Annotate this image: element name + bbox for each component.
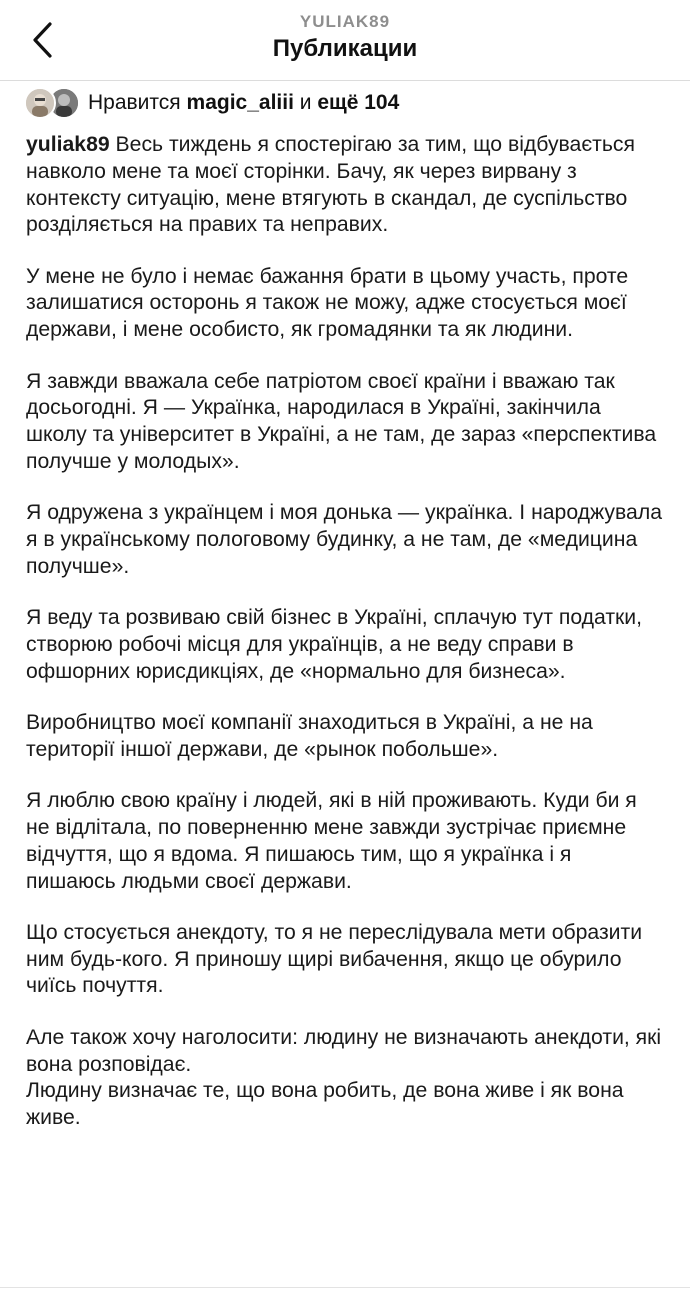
- liker-avatars[interactable]: [24, 87, 84, 119]
- post-caption: [26, 132, 666, 1132]
- avatar-photo: [26, 89, 54, 117]
- header-username[interactable]: YULIAK89: [299, 12, 391, 31]
- caption-paragraph-text: Весь тиждень я спостерігаю за тим, що відбувається навколо мене та моєї сторінки. Бачу, як через вирвану з контексту ситуацію, мене втягують в скандал, де суспільство розділяється на правих та неправих.: [26, 133, 635, 237]
- caption-paragraph: Що стосується анекдоту, то я не переслідувала мети образити ним будь-кого. Я приношу щирі вибачення, якщо це обурило чиїсь почуття.: [26, 920, 643, 998]
- caption-paragraph: Я одружена з українцем і моя донька — українка. І народжувала я в українському пологовому будинку, а не там, де «медицина получше».: [26, 501, 662, 578]
- top-nav-bar: [0, 0, 690, 81]
- likes-prefix: Нравится: [88, 91, 181, 114]
- caption-author-link[interactable]: yuliak89: [26, 133, 110, 156]
- caption-paragraph: [26, 132, 666, 239]
- likes-row[interactable]: [24, 86, 399, 120]
- likes-more-link[interactable]: ещё 104: [317, 91, 400, 114]
- likes-summary: [88, 91, 399, 115]
- avatar[interactable]: [24, 87, 56, 119]
- likes-conjunction: и: [299, 91, 312, 114]
- caption-paragraph: У мене не було і немає бажання брати в цьому участь, проте залишатися осторонь я також не можу, адже стосується моєї держави, і мене особисто, як громадянки та як людини.: [26, 264, 629, 342]
- caption-paragraph: Виробництво моєї компанії знаходиться в Україні, а не на території іншої держави, де «рынок побольше».: [26, 711, 593, 761]
- caption-paragraph: Але також хочу наголосити: людину не визначають анекдоти, які вона розповідає.: [26, 1025, 662, 1076]
- divider: [0, 1287, 690, 1288]
- page-title: Публикации: [272, 35, 418, 62]
- caption-paragraph: Людину визначає те, що вона робить, де вона живе і як вона живе.: [26, 1079, 624, 1130]
- caption-paragraph: Я веду та розвиваю свій бізнес в Україні, сплачую тут податки, створюю робочі місця для українців, а не веду справи в офшорних юрисдикціях, де «нормально для бизнеса».: [26, 606, 643, 683]
- caption-paragraph: Я люблю свою країну і людей, які в ній проживають. Куди би я не відлітала, по поверненню мене завжди зустрічає приємне відчуття, що я вдома. Я пишаюсь тим, що я українка і я пишаюсь людьми своєї держави.: [26, 789, 637, 893]
- caption-paragraph: Я завжди вважала себе патріотом своєї країни і вважаю так досьогодні. Я — Українка, народилася в Україні, закінчила школу та університет в Україні, а не там, де зараз «перспектива получше у молодых».: [26, 369, 657, 473]
- liker-username-link[interactable]: magic_aliii: [186, 91, 294, 114]
